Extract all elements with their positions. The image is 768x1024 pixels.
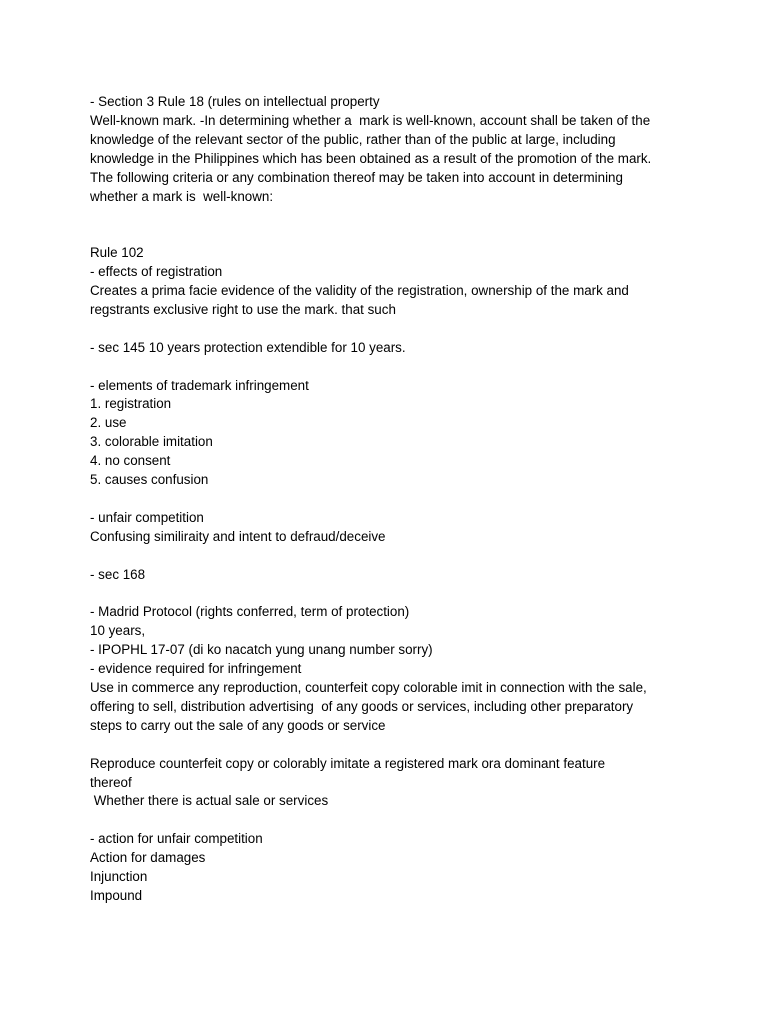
text-line: - action for unfair competition (90, 831, 263, 847)
text-line: Well-known mark. -In determining whether a mark is well-known, account shall be taken of the (90, 112, 651, 128)
blank-line (90, 320, 690, 339)
text-line: Action for damages (90, 850, 206, 866)
text-line: - evidence required for infringement (90, 661, 302, 677)
text-line: thereof (90, 774, 132, 790)
text-line: Injunction (90, 869, 148, 885)
blank-line (90, 225, 690, 244)
text-line: knowledge of the relevant sector of the public, rather than of the public at large, including (90, 131, 616, 147)
text-line: Reproduce counterfeit copy or colorably imitate a registered mark ora dominant feature (90, 755, 606, 771)
blank-line (90, 490, 690, 509)
text-line: - Section 3 Rule 18 (rules on intellectual property (90, 94, 380, 109)
list-item: 1. registration (90, 396, 172, 412)
blank-line (90, 811, 690, 830)
text-line: - sec 168 (90, 566, 146, 582)
blank-line (90, 206, 690, 225)
text-line: Confusing similiraity and intent to defraud/deceive (90, 528, 386, 544)
text-line: - effects of registration (90, 264, 223, 280)
text-line: Rule 102 (90, 245, 144, 261)
document-body (90, 93, 690, 906)
list-item: 2. use (90, 415, 127, 431)
blank-line (90, 547, 690, 566)
blank-line (90, 736, 690, 755)
text-line: whether a mark is well-known: (90, 188, 274, 204)
text-line: Creates a prima facie evidence of the validity of the registration, ownership of the mark and (90, 283, 629, 299)
blank-line (90, 584, 690, 603)
text-line: steps to carry out the sale of any goods or service (90, 717, 386, 733)
text-line: 10 years, (90, 623, 146, 639)
list-item: 4. no consent (90, 453, 171, 469)
text-line: offering to sell, distribution advertising of any goods or services, including other preparatory (90, 698, 634, 714)
text-line: regstrants exclusive right to use the mark. that such (90, 301, 396, 317)
text-line: Whether there is actual sale or services (90, 793, 329, 809)
text-line: - IPOPHL 17-07 (di ko nacatch yung unang number sorry) (90, 642, 433, 658)
text-line: - sec 145 10 years protection extendible for 10 years. (90, 339, 406, 355)
blank-line (90, 358, 690, 377)
text-line: The following criteria or any combination thereof may be taken into account in determining (90, 169, 623, 185)
text-line: - unfair competition (90, 509, 204, 525)
list-item: 3. colorable imitation (90, 434, 213, 450)
text-line: Impound (90, 887, 143, 903)
text-line: - Madrid Protocol (rights conferred, term of protection) (90, 604, 410, 620)
text-line: - elements of trademark infringement (90, 377, 309, 393)
text-line: knowledge in the Philippines which has been obtained as a result of the promotion of the mark. (90, 150, 652, 166)
text-line: Use in commerce any reproduction, counterfeit copy colorable imit in connection with the sale, (90, 679, 647, 695)
list-item: 5. causes confusion (90, 472, 209, 488)
